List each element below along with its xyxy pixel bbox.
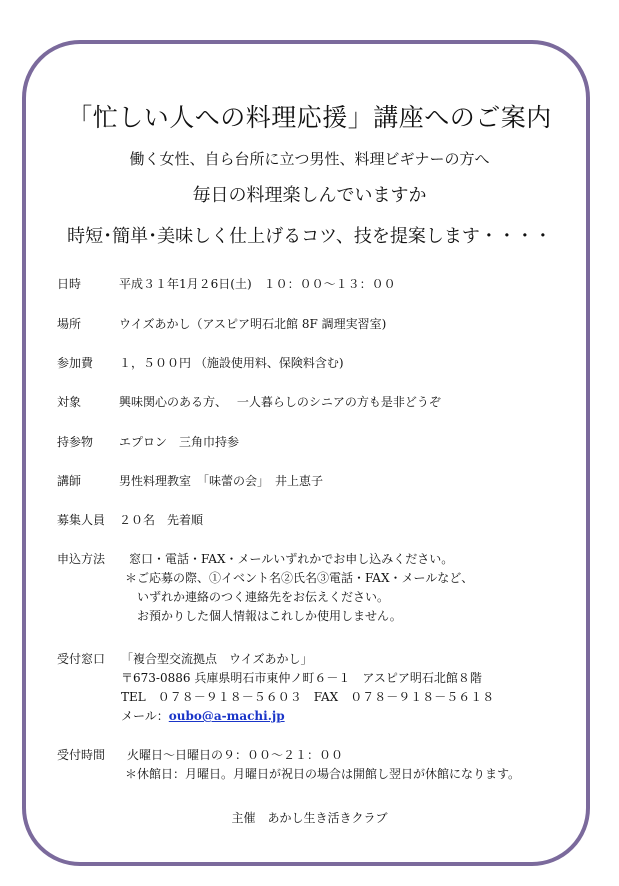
detail-row-fee — [57, 354, 344, 373]
detail-row-capacity — [57, 511, 203, 530]
apply-line-3: いずれか連絡のつく連絡先をお伝えください。 — [137, 590, 390, 604]
apply-line-4: お預かりした個人情報はこれしか使用しません。 — [137, 609, 402, 623]
reception-phone-fax: TEL ０７８－９１８－５６０３ FAX ０７８－９１８－５６１８ — [121, 690, 495, 704]
reception-label: 受付窓口 — [57, 652, 106, 666]
apply-label: 申込方法 — [57, 552, 106, 566]
reception-line-1: 「複合型交流拠点 ウイズあかし」 — [121, 652, 313, 666]
hours-line-2: ＊休館日：月曜日。月曜日が祝日の場合は開館し翌日が休館になります。 — [125, 767, 521, 781]
detail-value: 男性料理教室 「味蕾の会」 井上恵子 — [119, 474, 324, 488]
page-title: 「忙しい人への料理応援」講座へのご案内 — [67, 103, 552, 132]
detail-row-datetime — [57, 275, 396, 294]
email-link[interactable]: oubo@a-machi.jp — [168, 709, 285, 723]
mail-label: メール： — [121, 709, 169, 723]
apply-line-2: ＊ご応募の際、①イベント名②氏名③電話・FAX・メールなど、 — [125, 571, 474, 585]
detail-label: 募集人員 — [57, 513, 106, 527]
detail-value: ２０名 先着順 — [119, 513, 204, 527]
detail-label: 対象 — [57, 395, 82, 409]
detail-value: エプロン 三角巾持参 — [119, 435, 240, 449]
detail-value: １，５００円 （施設使用料、保険料含む) — [119, 356, 344, 370]
reception-section — [57, 650, 494, 726]
apply-line-1: 窓口・電話・FAX・メールいずれかでお申し込みください。 — [129, 552, 454, 566]
detail-row-bring — [57, 433, 239, 452]
detail-value: ウイズあかし（アスピア明石北館 8F 調理実習室) — [119, 317, 387, 331]
detail-label: 場所 — [57, 317, 82, 331]
reception-address: 〒673-0886 兵庫県明石市東仲ノ町６－１ アスピア明石北館８階 — [121, 671, 482, 685]
detail-value: 平成３１年1月２6日(土) １０：００～１３：００ — [119, 277, 396, 291]
detail-label: 参加費 — [57, 356, 94, 370]
hours-line-1: 火曜日～日曜日の９：００～２１：００ — [127, 748, 344, 762]
detail-row-place — [57, 315, 386, 334]
detail-value: 興味関心のある方、 一人暮らしのシニアの方も是非どうぞ — [119, 395, 441, 409]
reception-mail-row — [57, 707, 494, 726]
detail-label: 持参物 — [57, 435, 94, 449]
hours-section — [57, 746, 520, 784]
detail-row-instructor — [57, 472, 323, 491]
tagline-question: 毎日の料理楽しんでいますか — [192, 185, 427, 206]
apply-section — [57, 550, 473, 626]
organizer: 主催 あかし生き活きクラブ — [231, 811, 388, 825]
hours-label: 受付時間 — [57, 748, 106, 762]
tagline-proposal: 時短･簡単･美味しく仕上げるコツ、技を提案します・・・・ — [67, 226, 552, 247]
detail-row-target — [57, 393, 441, 412]
detail-label: 講師 — [57, 474, 82, 488]
subtitle: 働く女性、自ら台所に立つ男性、料理ビギナーの方へ — [129, 150, 490, 168]
detail-label: 日時 — [57, 277, 82, 291]
